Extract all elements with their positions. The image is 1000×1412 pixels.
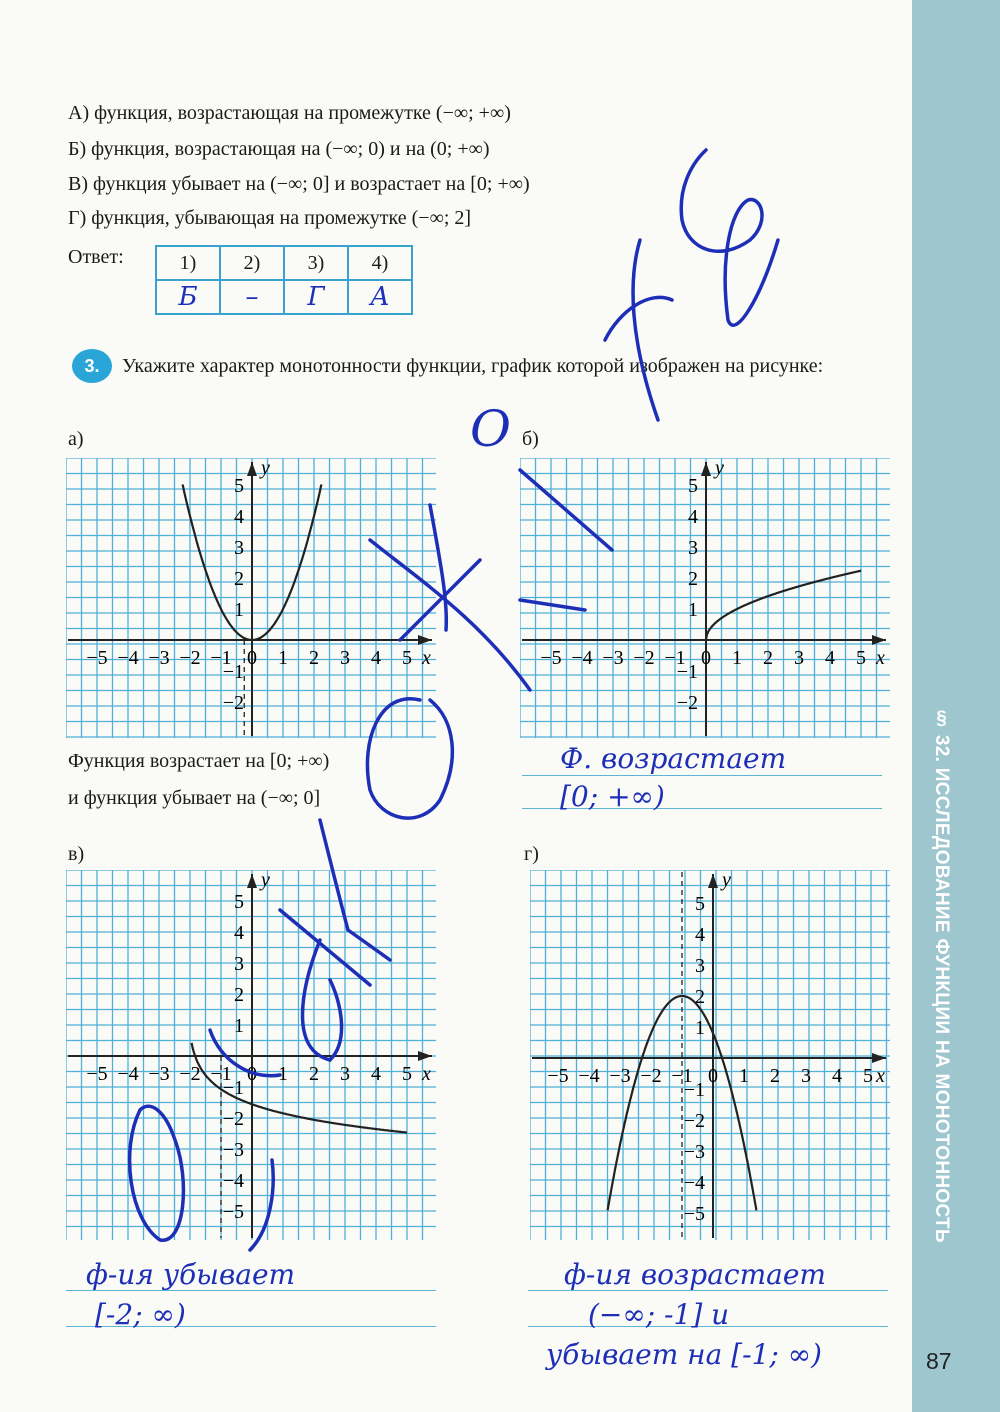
x-tick-label: 5 <box>402 1063 412 1085</box>
scribble-mark <box>520 470 612 550</box>
y-tick-label: 5 <box>688 475 698 497</box>
x-tick-label: −5 <box>540 647 562 669</box>
x-tick-label: −2 <box>179 647 201 669</box>
scribble-mark <box>605 297 672 340</box>
x-tick-label: −3 <box>602 647 624 669</box>
y-tick-label: 1 <box>688 599 698 621</box>
answer-value-2: – <box>220 280 284 314</box>
y-axis-label: y <box>261 458 270 479</box>
y-tick-label: 3 <box>234 953 244 975</box>
y-tick-label: 1 <box>234 1015 244 1037</box>
x-tick-label: 3 <box>801 1065 811 1087</box>
handwritten-o: O <box>470 400 511 458</box>
scribble-mark <box>210 1030 280 1076</box>
y-tick-label: 3 <box>234 537 244 559</box>
x-tick-label: 3 <box>794 647 804 669</box>
x-tick-label: 2 <box>309 1063 319 1085</box>
y-tick-label: 3 <box>688 537 698 559</box>
graph-b-label: б) <box>522 428 539 450</box>
x-tick-label: −1 <box>210 1063 232 1085</box>
x-tick-label: −1 <box>210 647 232 669</box>
x-tick-label: 4 <box>371 1063 381 1085</box>
x-tick-label: 0 <box>247 647 257 669</box>
x-tick-label: 4 <box>371 647 381 669</box>
x-tick-label: 2 <box>763 647 773 669</box>
y-tick-label: −1 <box>222 1077 244 1099</box>
y-tick-label: 4 <box>234 506 244 528</box>
x-tick-label: 1 <box>739 1065 749 1087</box>
x-tick-label: −1 <box>664 647 686 669</box>
x-tick-label: 3 <box>340 1063 350 1085</box>
hw-g-line3: убывает на [-1; ∞) <box>546 1338 822 1371</box>
answer-header-1: 1) <box>156 246 220 280</box>
x-tick-label: 0 <box>708 1065 718 1087</box>
y-tick-label: 5 <box>695 893 705 915</box>
answer-value-1: Б <box>156 280 220 314</box>
scribble-mark <box>430 505 446 630</box>
x-axis-label: x <box>876 1065 885 1087</box>
y-tick-label: 4 <box>688 506 698 528</box>
hw-b-line1: Ф. возрастает <box>560 742 787 775</box>
y-tick-label: 1 <box>695 1017 705 1039</box>
x-tick-label: −4 <box>117 647 139 669</box>
option-v: В) функция убывает на (−∞; 0] и возрастает на [0; +∞) <box>68 173 530 195</box>
x-tick-label: 5 <box>863 1065 873 1087</box>
x-tick-label: 0 <box>701 647 711 669</box>
x-tick-label: −4 <box>571 647 593 669</box>
answer-a-line1: Функция возрастает на [0; +∞) <box>68 750 330 772</box>
x-axis-label: x <box>876 647 885 669</box>
x-tick-label: 0 <box>247 1063 257 1085</box>
hw-g-line2: (−∞; -1] и <box>588 1298 730 1331</box>
y-tick-label: −5 <box>683 1203 705 1225</box>
answer-value-4: А <box>348 280 412 314</box>
page-number: 87 <box>926 1348 952 1374</box>
scribble-mark <box>280 910 370 985</box>
y-tick-label: −1 <box>676 661 698 683</box>
scribble-mark <box>370 540 530 690</box>
y-tick-label: −4 <box>222 1170 244 1192</box>
y-tick-label: 4 <box>234 922 244 944</box>
answer-header-4: 4) <box>348 246 412 280</box>
answer-header-2: 2) <box>220 246 284 280</box>
x-tick-label: −2 <box>640 1065 662 1087</box>
x-tick-label: −4 <box>117 1063 139 1085</box>
x-tick-label: 1 <box>278 647 288 669</box>
y-axis-label: y <box>722 870 731 891</box>
y-tick-label: 1 <box>234 599 244 621</box>
x-tick-label: −1 <box>671 1065 693 1087</box>
y-tick-label: 4 <box>695 924 705 946</box>
hw-v-line2: [-2; ∞) <box>95 1298 186 1331</box>
y-tick-label: 3 <box>695 955 705 977</box>
y-tick-label: 2 <box>234 984 244 1006</box>
chapter-title: § 32. ИССЛЕДОВАНИЕ ФУНКЦИИ НА МОНОТОННОСТЬ <box>931 708 952 1243</box>
answer-a-line2: и функция убывает на (−∞; 0] <box>68 787 321 809</box>
y-tick-label: 5 <box>234 891 244 913</box>
task-text: Укажите характер монотонности функции, график которой изображен на рисунке: <box>122 355 824 377</box>
hw-b-line2: [0; +∞) <box>560 780 665 813</box>
scribble-mark <box>367 699 452 818</box>
y-tick-label: −3 <box>683 1141 705 1163</box>
x-tick-label: −4 <box>578 1065 600 1087</box>
y-tick-label: −1 <box>222 661 244 683</box>
y-axis-label: y <box>261 870 270 891</box>
x-axis-label: x <box>422 1063 431 1085</box>
x-tick-label: 2 <box>770 1065 780 1087</box>
x-tick-label: 5 <box>856 647 866 669</box>
y-tick-label: −2 <box>683 1110 705 1132</box>
scribble-mark <box>250 1160 273 1250</box>
y-tick-label: −4 <box>683 1172 705 1194</box>
scribble-mark <box>520 600 585 610</box>
y-tick-label: 2 <box>695 986 705 1008</box>
y-tick-label: 2 <box>234 568 244 590</box>
x-tick-label: −2 <box>633 647 655 669</box>
x-tick-label: −5 <box>86 647 108 669</box>
scribble-mark <box>130 1106 184 1240</box>
x-tick-label: 1 <box>278 1063 288 1085</box>
y-tick-label: 5 <box>234 475 244 497</box>
x-tick-label: 1 <box>732 647 742 669</box>
option-a: А) функция, возрастающая на промежутке (−∞; +∞) <box>68 102 511 124</box>
option-b: Б) функция, возрастающая на (−∞; 0) и на (0; +∞) <box>68 138 490 160</box>
hw-g-line1: ф-ия возрастает <box>564 1258 826 1291</box>
y-tick-label: −5 <box>222 1201 244 1223</box>
answer-label: Ответ: <box>68 246 124 268</box>
answer-header-3: 3) <box>284 246 348 280</box>
x-tick-label: 5 <box>402 647 412 669</box>
y-tick-label: −2 <box>676 692 698 714</box>
x-tick-label: −5 <box>86 1063 108 1085</box>
y-tick-label: −1 <box>683 1079 705 1101</box>
x-tick-label: −3 <box>148 1063 170 1085</box>
x-tick-label: 3 <box>340 647 350 669</box>
y-tick-label: −2 <box>222 1108 244 1130</box>
option-g: Г) функция, убывающая на промежутке (−∞; 2] <box>68 207 472 229</box>
graph-g-label: г) <box>524 843 539 865</box>
task-number-badge: 3. <box>72 349 112 383</box>
scribble-mark <box>681 150 778 325</box>
graph-v-label: в) <box>68 843 85 865</box>
x-tick-label: −3 <box>609 1065 631 1087</box>
x-tick-label: 4 <box>825 647 835 669</box>
graph-a-label: а) <box>68 428 84 450</box>
x-tick-label: −5 <box>547 1065 569 1087</box>
x-tick-label: −3 <box>148 647 170 669</box>
y-tick-label: 2 <box>688 568 698 590</box>
x-tick-label: 2 <box>309 647 319 669</box>
y-tick-label: −2 <box>222 692 244 714</box>
scribble-mark <box>320 820 390 960</box>
hw-v-line1: ф-ия убывает <box>86 1258 296 1291</box>
x-tick-label: 4 <box>832 1065 842 1087</box>
y-tick-label: −3 <box>222 1139 244 1161</box>
scribble-mark <box>633 240 658 420</box>
answer-value-3: Г <box>284 280 348 314</box>
x-tick-label: −2 <box>179 1063 201 1085</box>
y-axis-label: y <box>715 458 724 479</box>
x-axis-label: x <box>422 647 431 669</box>
